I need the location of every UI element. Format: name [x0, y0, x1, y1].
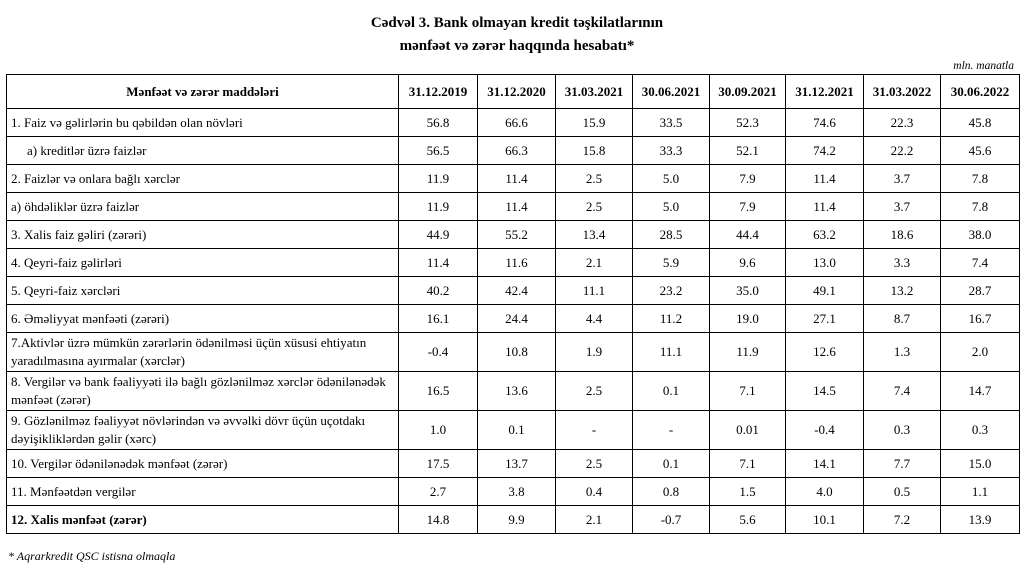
cell-value: 10.1 — [786, 506, 864, 534]
cell-value: 0.01 — [710, 411, 786, 450]
cell-value: 3.8 — [478, 478, 556, 506]
cell-value: 2.1 — [556, 506, 633, 534]
title-line-1: Cədvəl 3. Bank olmayan kredit təşkilatlarının — [370, 15, 664, 31]
cell-value: 13.0 — [786, 249, 864, 277]
cell-value: 7.1 — [710, 372, 786, 411]
cell-value: 0.5 — [864, 478, 941, 506]
cell-value: 16.1 — [399, 305, 478, 333]
cell-value: 13.4 — [556, 221, 633, 249]
cell-value: 16.5 — [399, 372, 478, 411]
cell-value: 63.2 — [786, 221, 864, 249]
row-label: 3. Xalis faiz gəliri (zərəri) — [7, 221, 399, 249]
cell-value: 5.0 — [633, 165, 710, 193]
cell-value: 3.7 — [864, 193, 941, 221]
cell-value: 1.5 — [710, 478, 786, 506]
cell-value: 9.6 — [710, 249, 786, 277]
table-row — [7, 165, 1020, 193]
cell-value: 7.1 — [710, 450, 786, 478]
cell-value: 10.8 — [478, 333, 556, 372]
cell-value: 0.3 — [941, 411, 1020, 450]
cell-value: 16.7 — [941, 305, 1020, 333]
cell-value: 0.1 — [633, 450, 710, 478]
cell-value: 14.7 — [941, 372, 1020, 411]
cell-value: 1.9 — [556, 333, 633, 372]
table-row — [7, 333, 1020, 372]
cell-value: 0.3 — [864, 411, 941, 450]
row-label: 8. Vergilər və bank fəaliyyəti ilə bağlı gözlənilməz xərclər ödənilənədək mənfəət (zərər) — [7, 372, 399, 411]
row-label: a) kreditlər üzrə faizlər — [7, 137, 399, 165]
cell-value: 42.4 — [478, 277, 556, 305]
cell-value: 24.4 — [478, 305, 556, 333]
cell-value: 11.4 — [786, 165, 864, 193]
cell-value: 2.1 — [556, 249, 633, 277]
unit-label: mln. manatla — [953, 60, 1014, 72]
cell-value: 2.5 — [556, 450, 633, 478]
header-period: 31.12.2021 — [786, 75, 864, 109]
cell-value: 11.1 — [633, 333, 710, 372]
cell-value: 7.7 — [864, 450, 941, 478]
cell-value: 7.9 — [710, 193, 786, 221]
cell-value: 15.0 — [941, 450, 1020, 478]
cell-value: 0.1 — [633, 372, 710, 411]
cell-value: 13.7 — [478, 450, 556, 478]
cell-value: 0.8 — [633, 478, 710, 506]
cell-value: -0.4 — [786, 411, 864, 450]
cell-value: 17.5 — [399, 450, 478, 478]
cell-value: 5.6 — [710, 506, 786, 534]
row-label: 6. Əməliyyat mənfəəti (zərəri) — [7, 305, 399, 333]
cell-value: 11.4 — [399, 249, 478, 277]
header-label: Mənfəət və zərər maddələri — [7, 75, 399, 109]
cell-value: 27.1 — [786, 305, 864, 333]
cell-value: 4.0 — [786, 478, 864, 506]
table-row — [7, 478, 1020, 506]
cell-value: 45.6 — [941, 137, 1020, 165]
cell-value: -0.4 — [399, 333, 478, 372]
cell-value: 33.3 — [633, 137, 710, 165]
cell-value: 33.5 — [633, 109, 710, 137]
table-row — [7, 305, 1020, 333]
cell-value: 11.4 — [478, 165, 556, 193]
cell-value: 13.2 — [864, 277, 941, 305]
table-row — [7, 372, 1020, 411]
cell-value: -0.7 — [633, 506, 710, 534]
cell-value: 12.6 — [786, 333, 864, 372]
cell-value: 2.5 — [556, 372, 633, 411]
cell-value: 5.9 — [633, 249, 710, 277]
table-row — [7, 109, 1020, 137]
table-row — [7, 137, 1020, 165]
table-row — [7, 277, 1020, 305]
cell-value: 8.7 — [864, 305, 941, 333]
row-label: 1. Faiz və gəlirlərin bu qəbildən olan növləri — [7, 109, 399, 137]
cell-value: 28.5 — [633, 221, 710, 249]
cell-value: 38.0 — [941, 221, 1020, 249]
cell-value: 18.6 — [864, 221, 941, 249]
cell-value: 14.1 — [786, 450, 864, 478]
cell-value: 7.2 — [864, 506, 941, 534]
cell-value: 14.5 — [786, 372, 864, 411]
cell-value: 23.2 — [633, 277, 710, 305]
header-period: 30.09.2021 — [710, 75, 786, 109]
row-label: 10. Vergilər ödənilənədək mənfəət (zərər) — [7, 450, 399, 478]
row-label: 11. Mənfəətdən vergilər — [7, 478, 399, 506]
header-period: 31.12.2019 — [399, 75, 478, 109]
cell-value: 45.8 — [941, 109, 1020, 137]
table-row — [7, 221, 1020, 249]
cell-value: 22.3 — [864, 109, 941, 137]
cell-value: 11.4 — [786, 193, 864, 221]
cell-value: 35.0 — [710, 277, 786, 305]
cell-value: - — [633, 411, 710, 450]
title-line-2: mənfəət və zərər haqqında hesabatı* — [399, 38, 635, 54]
row-label: 2. Faizlər və onlara bağlı xərclər — [7, 165, 399, 193]
cell-value: 19.0 — [710, 305, 786, 333]
cell-value: 15.9 — [556, 109, 633, 137]
cell-value: 2.7 — [399, 478, 478, 506]
row-label: 5. Qeyri-faiz xərcləri — [7, 277, 399, 305]
cell-value: 11.1 — [556, 277, 633, 305]
cell-value: 4.4 — [556, 305, 633, 333]
cell-value: 66.3 — [478, 137, 556, 165]
table-row — [7, 506, 1020, 534]
cell-value: 0.4 — [556, 478, 633, 506]
footnote: * Aqrarkredit QSC istisna olmaqla — [8, 549, 176, 563]
header-period: 31.03.2021 — [556, 75, 633, 109]
cell-value: 28.7 — [941, 277, 1020, 305]
cell-value: 7.4 — [864, 372, 941, 411]
cell-value: 2.5 — [556, 165, 633, 193]
cell-value: 14.8 — [399, 506, 478, 534]
cell-value: 74.6 — [786, 109, 864, 137]
cell-value: 1.1 — [941, 478, 1020, 506]
table-row — [7, 411, 1020, 450]
row-label: 4. Qeyri-faiz gəlirləri — [7, 249, 399, 277]
row-label: 7.Aktivlər üzrə mümkün zərərlərin ödənilməsi üçün xüsusi ehtiyatın yaradılmasına ayırmalar (xərclər) — [7, 333, 399, 372]
cell-value: 13.9 — [941, 506, 1020, 534]
cell-value: 55.2 — [478, 221, 556, 249]
profit-loss-table — [6, 74, 1020, 534]
cell-value: 11.4 — [478, 193, 556, 221]
cell-value: 74.2 — [786, 137, 864, 165]
cell-value: 2.0 — [941, 333, 1020, 372]
cell-value: 3.3 — [864, 249, 941, 277]
cell-value: 66.6 — [478, 109, 556, 137]
row-label: 9. Gözlənilməz fəaliyyət növlərindən və əvvəlki dövr üçün uçotdakı dəyişikliklərdən gəlir (xərc) — [7, 411, 399, 450]
cell-value: 40.2 — [399, 277, 478, 305]
table-row — [7, 450, 1020, 478]
cell-value: 44.9 — [399, 221, 478, 249]
cell-value: 7.8 — [941, 165, 1020, 193]
cell-value: 52.3 — [710, 109, 786, 137]
cell-value: 15.8 — [556, 137, 633, 165]
header-period: 31.12.2020 — [478, 75, 556, 109]
cell-value: 7.4 — [941, 249, 1020, 277]
cell-value: 44.4 — [710, 221, 786, 249]
cell-value: 1.0 — [399, 411, 478, 450]
cell-value: 11.9 — [399, 193, 478, 221]
cell-value: 9.9 — [478, 506, 556, 534]
cell-value: 1.3 — [864, 333, 941, 372]
cell-value: 56.5 — [399, 137, 478, 165]
cell-value: 7.9 — [710, 165, 786, 193]
cell-value: 11.6 — [478, 249, 556, 277]
cell-value: 49.1 — [786, 277, 864, 305]
header-row — [7, 75, 1020, 109]
cell-value: 13.6 — [478, 372, 556, 411]
row-label: 12. Xalis mənfəət (zərər) — [7, 506, 399, 534]
cell-value: 22.2 — [864, 137, 941, 165]
cell-value: 0.1 — [478, 411, 556, 450]
header-period: 31.03.2022 — [864, 75, 941, 109]
cell-value: 11.9 — [710, 333, 786, 372]
cell-value: 11.2 — [633, 305, 710, 333]
cell-value: 3.7 — [864, 165, 941, 193]
header-period: 30.06.2022 — [941, 75, 1020, 109]
row-label: a) öhdəliklər üzrə faizlər — [7, 193, 399, 221]
cell-value: - — [556, 411, 633, 450]
cell-value: 2.5 — [556, 193, 633, 221]
cell-value: 7.8 — [941, 193, 1020, 221]
cell-value: 52.1 — [710, 137, 786, 165]
table-row — [7, 249, 1020, 277]
cell-value: 5.0 — [633, 193, 710, 221]
table-title — [0, 12, 1034, 58]
header-period: 30.06.2021 — [633, 75, 710, 109]
cell-value: 11.9 — [399, 165, 478, 193]
cell-value: 56.8 — [399, 109, 478, 137]
table-row — [7, 193, 1020, 221]
